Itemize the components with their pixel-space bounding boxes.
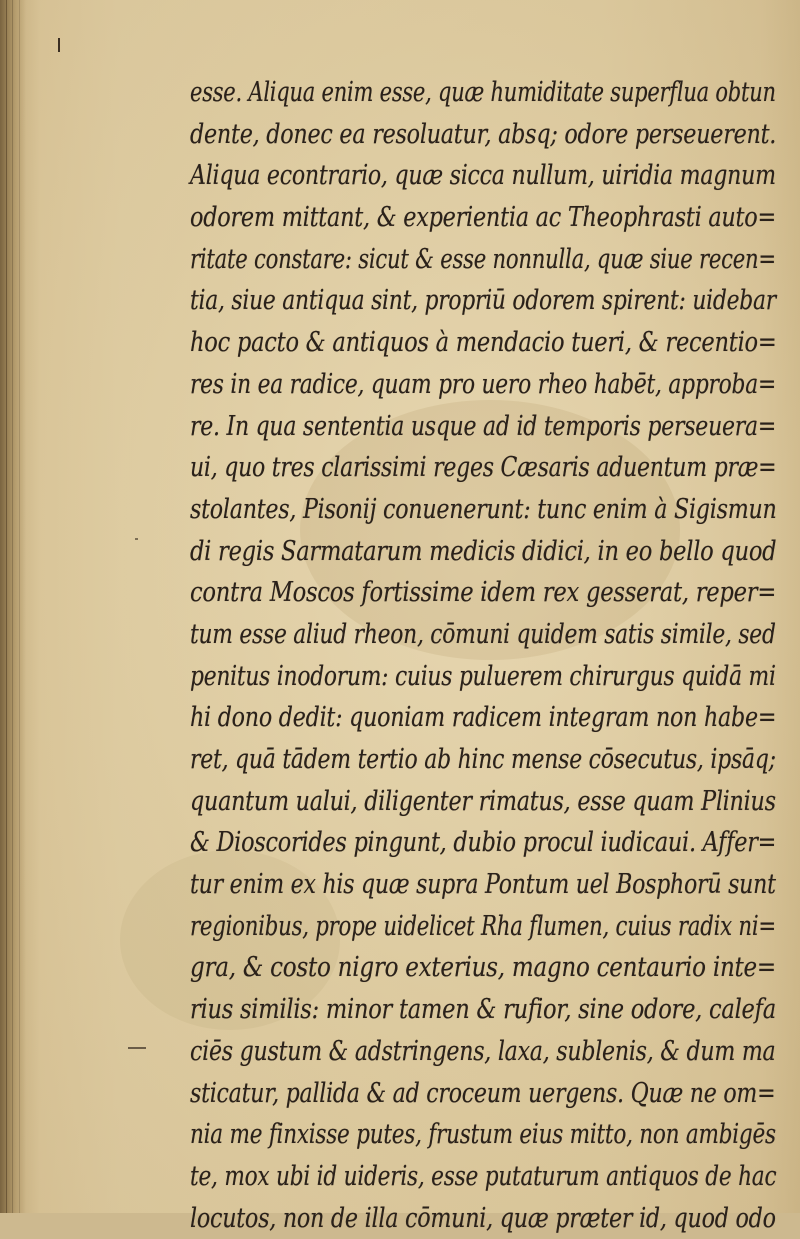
text-block — [190, 72, 780, 1239]
margin-dash — [128, 1047, 146, 1049]
text-line: locutos, non de illa cōmuni, quæ præter id, quod odo — [190, 1202, 776, 1234]
text-line: res in ea radice, quam pro uero rheo habēt, approba= — [190, 368, 776, 400]
text-line: di regis Sarmatarum medicis didici, in eo bello quod — [190, 535, 777, 567]
text-line: sticatur, pallida & ad croceum uergens. Quæ ne om= — [190, 1077, 776, 1109]
gutter-edge-line — [19, 0, 20, 1213]
text-line: ritate constare: sicut & esse nonnulla, quæ siue recen= — [190, 243, 776, 275]
text-line: rius similis: minor tamen & rufior, sine odore, calefa — [190, 994, 776, 1026]
text-line: odorem mittant, & experientia ac Theophrasti auto= — [190, 202, 776, 234]
margin-mark — [58, 38, 60, 52]
text-line: hoc pacto & antiquos à mendacio tueri, & recentio= — [190, 327, 777, 359]
text-line: & Dioscorides pingunt, dubio procul iudicaui. Affer= — [190, 827, 777, 859]
text-line: Aliqua econtrario, quæ sicca nullum, uiridia magnum — [190, 160, 776, 192]
text-line: ret, quā tādem tertio ab hinc mense cōsecutus, ipsāq; — [190, 744, 776, 775]
text-line: tur enim ex his quæ supra Pontum uel Bosphorū sunt — [190, 869, 776, 901]
text-line: te, mox ubi id uideris, esse putaturum antiquos de hac — [190, 1160, 777, 1192]
text-line: esse. Aliqua enim esse, quæ humiditate superflua obtun — [190, 77, 776, 108]
text-line: quantum ualui, diligenter rimatus, esse quam Plinius — [190, 785, 776, 817]
text-line: nia me finxisse putes, frustum eius mitto, non ambigēs — [190, 1119, 776, 1151]
text-line: tum esse aliud rheon, cōmuni quidem satis simile, sed — [190, 618, 776, 650]
text-line: ciēs gustum & adstringens, laxa, sublenis, & dum ma — [190, 1035, 776, 1067]
text-line: gra, & costo nigro exterius, magno centaurio inte= — [190, 952, 776, 984]
gutter-edge-line — [12, 0, 13, 1213]
text-line: stolantes, Pisonij conuenerunt: tunc enim à Sigismun — [190, 493, 777, 525]
text-line: contra Moscos fortissime idem rex gesserat, reper= — [190, 577, 777, 609]
text-line: tia, siue antiqua sint, propriū odorem spirent: uidebar — [190, 285, 776, 317]
binding-gutter — [0, 0, 26, 1213]
text-line: ui, quo tres clarissimi reges Cæsaris aduentum præ= — [190, 452, 777, 484]
text-line: re. In qua sententia usque ad id temporis perseuera= — [190, 410, 777, 442]
text-line: dente, donec ea resoluatur, absq; odore perseuerent. — [190, 118, 777, 150]
text-line: regionibus, prope uidelicet Rha flumen, cuius radix ni= — [190, 910, 776, 942]
margin-dot — [135, 538, 138, 540]
text-line: penitus inodorum: cuius puluerem chirurgus quidā mi — [190, 660, 776, 692]
gutter-edge-line — [6, 0, 7, 1213]
text-line: hi dono dedit: quoniam radicem integram non habe= — [190, 702, 777, 734]
